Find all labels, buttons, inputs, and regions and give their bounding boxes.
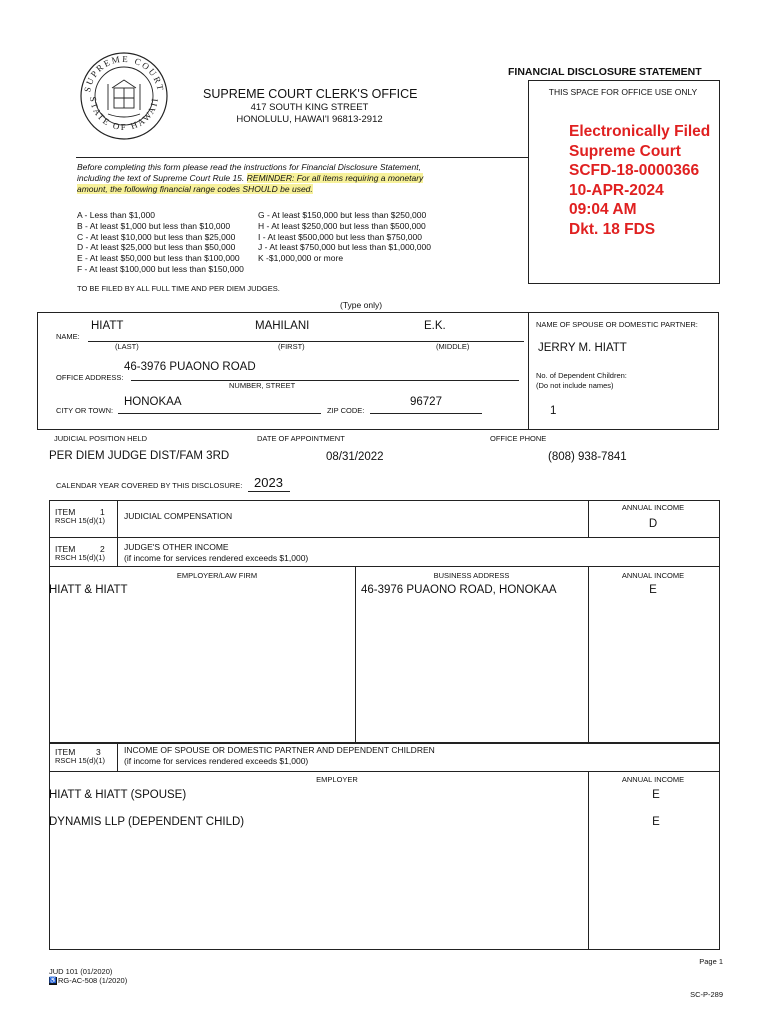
range-codes-right: G - At least $150,000 but less than $250,000 H - At least $250,000 but less than $500,000 I - At least $500,000 but less than $750,000 J - At least $750,000 but less than $1,000,000 K -$1,000,000 or more bbox=[258, 210, 431, 264]
first-name-value[interactable]: MAHILANI bbox=[255, 320, 310, 332]
office-address-line1: 417 SOUTH KING STREET bbox=[250, 102, 369, 113]
rg-number-line: ♿ RG-AC-508 (1/2020) bbox=[49, 976, 128, 985]
type-only-label: (Type only) bbox=[340, 300, 383, 310]
stamp-line: 09:04 AM bbox=[569, 201, 637, 218]
office-address-line2: HONOLULU, HAWAI'I 96813-2912 bbox=[236, 114, 383, 125]
stamp-line: 10-APR-2024 bbox=[569, 181, 664, 199]
item2-income-label: ANNUAL INCOME bbox=[621, 571, 685, 580]
item1-income-label: ANNUAL INCOME bbox=[621, 503, 685, 512]
stamp-line: Supreme Court bbox=[569, 142, 681, 160]
last-label: (LAST) bbox=[115, 342, 139, 351]
office-use-label: THIS SPACE FOR OFFICE USE ONLY bbox=[548, 87, 698, 97]
item1-number: 1 bbox=[100, 507, 105, 517]
city-label: CITY OR TOWN: bbox=[56, 406, 114, 415]
appointment-label: DATE OF APPOINTMENT bbox=[257, 434, 345, 443]
item2-box bbox=[49, 537, 720, 744]
office-address-value[interactable]: 46-3976 PUAONO ROAD bbox=[124, 361, 256, 373]
name-label: NAME: bbox=[56, 332, 80, 341]
item2-address-value[interactable]: 46-3976 PUAONO ROAD, HONOKAA bbox=[361, 584, 557, 596]
dependents-label: No. of Dependent Children: (Do not include names) bbox=[536, 371, 627, 390]
item2-number: 2 bbox=[100, 544, 105, 554]
zip-label: ZIP CODE: bbox=[327, 406, 365, 415]
middle-name-value[interactable]: E.K. bbox=[424, 320, 446, 332]
item3-income-row2[interactable]: E bbox=[652, 816, 660, 828]
seal-bottom-text: STATE OF HAWAII bbox=[87, 95, 161, 133]
form-number: JUD 101 (01/2020) bbox=[49, 967, 113, 976]
form-title: FINANCIAL DISCLOSURE STATEMENT bbox=[508, 66, 702, 78]
year-label: CALENDAR YEAR COVERED BY THIS DISCLOSURE: bbox=[56, 481, 243, 490]
phone-label: OFFICE PHONE bbox=[490, 434, 547, 443]
item1-label: ITEM bbox=[55, 507, 76, 517]
position-value[interactable]: PER DIEM JUDGE DIST/FAM 3RD bbox=[49, 450, 230, 462]
item1-rule: RSCH 15(d)(1) bbox=[55, 516, 106, 525]
spouse-label: NAME OF SPOUSE OR DOMESTIC PARTNER: bbox=[536, 320, 698, 329]
item2-address-label: BUSINESS ADDRESS bbox=[433, 571, 510, 580]
zip-value[interactable]: 96727 bbox=[410, 396, 442, 408]
item3-subtitle: (if income for services rendered exceeds $1,000) bbox=[124, 756, 309, 766]
item2-income-code[interactable]: E bbox=[649, 584, 657, 596]
item3-income-row1[interactable]: E bbox=[652, 789, 660, 801]
office-address-label: OFFICE ADDRESS: bbox=[56, 373, 124, 382]
item1-title: JUDICIAL COMPENSATION bbox=[124, 511, 233, 521]
seal-top-text: SUPREME COURT bbox=[82, 53, 166, 93]
page-number: Page 1 bbox=[699, 957, 723, 966]
item3-employer-label: EMPLOYER bbox=[316, 775, 358, 784]
item3-income-label: ANNUAL INCOME bbox=[621, 775, 685, 784]
appointment-value[interactable]: 08/31/2022 bbox=[326, 451, 384, 463]
number-street-label: NUMBER, STREET bbox=[229, 381, 296, 390]
range-codes-left: A - Less than $1,000 B - At least $1,000 but less than $10,000 C - At least $10,000 but less than $25,000 D - At least $25,000 but less than $50,000 E - At least $50,000 but less than $100,000 F - At least $100,000 but less than $150,000 bbox=[77, 210, 244, 274]
item2-employer-value[interactable]: HIATT & HIATT bbox=[49, 584, 128, 596]
accessibility-icon: ♿ bbox=[49, 977, 57, 984]
spouse-value[interactable]: JERRY M. HIATT bbox=[538, 342, 627, 354]
phone-value[interactable]: (808) 938-7841 bbox=[548, 451, 627, 463]
item3-rule: RSCH 15(d)(1) bbox=[55, 756, 106, 765]
city-value[interactable]: HONOKAA bbox=[124, 396, 182, 408]
stamp-line: Electronically Filed bbox=[569, 123, 711, 140]
stamp-line: Dkt. 18 FDS bbox=[569, 220, 656, 238]
item2-label: ITEM bbox=[55, 544, 76, 554]
item3-employer-row1[interactable]: HIATT & HIATT (SPOUSE) bbox=[49, 789, 187, 801]
year-value[interactable]: 2023 bbox=[254, 475, 283, 490]
middle-label: (MIDDLE) bbox=[436, 342, 470, 351]
svg-text:SUPREME COURT bbox=[82, 54, 166, 93]
first-label: (FIRST) bbox=[278, 342, 305, 351]
item2-subtitle: (if income for services rendered exceeds $1,000) bbox=[124, 553, 309, 563]
item3-employer-row2[interactable]: DYNAMIS LLP (DEPENDENT CHILD) bbox=[49, 816, 245, 828]
position-label: JUDICIAL POSITION HELD bbox=[54, 434, 148, 443]
office-name: SUPREME COURT CLERK'S OFFICE bbox=[203, 87, 418, 101]
item3-title: INCOME OF SPOUSE OR DOMESTIC PARTNER AND DEPENDENT CHILDREN bbox=[124, 745, 435, 755]
item2-employer-label: EMPLOYER/LAW FIRM bbox=[176, 571, 258, 580]
item1-income-code[interactable]: D bbox=[648, 518, 658, 530]
filing-stamp bbox=[569, 122, 710, 239]
stamp-line: SCFD-18-0000366 bbox=[569, 162, 700, 179]
instructions-text: Before completing this form please read the instructions for Financial Disclosure Statement, including the text of Supreme Court Rule 15. REMINDER: For all items requiring a monetary amount, the following financial range codes SHOULD be used. bbox=[77, 162, 424, 194]
filed-by-note: TO BE FILED BY ALL FULL TIME AND PER DIEM JUDGES. bbox=[77, 284, 280, 293]
last-name-value[interactable]: HIATT bbox=[91, 320, 124, 332]
sc-number: SC-P-289 bbox=[690, 990, 723, 999]
item3-box bbox=[49, 742, 720, 950]
item2-rule: RSCH 15(d)(1) bbox=[55, 553, 106, 562]
dependents-value[interactable]: 1 bbox=[550, 405, 557, 417]
court-seal-icon bbox=[78, 50, 170, 142]
item3-label: ITEM bbox=[55, 747, 76, 757]
item3-number: 3 bbox=[96, 747, 101, 757]
item2-title: JUDGE'S OTHER INCOME bbox=[124, 542, 229, 552]
